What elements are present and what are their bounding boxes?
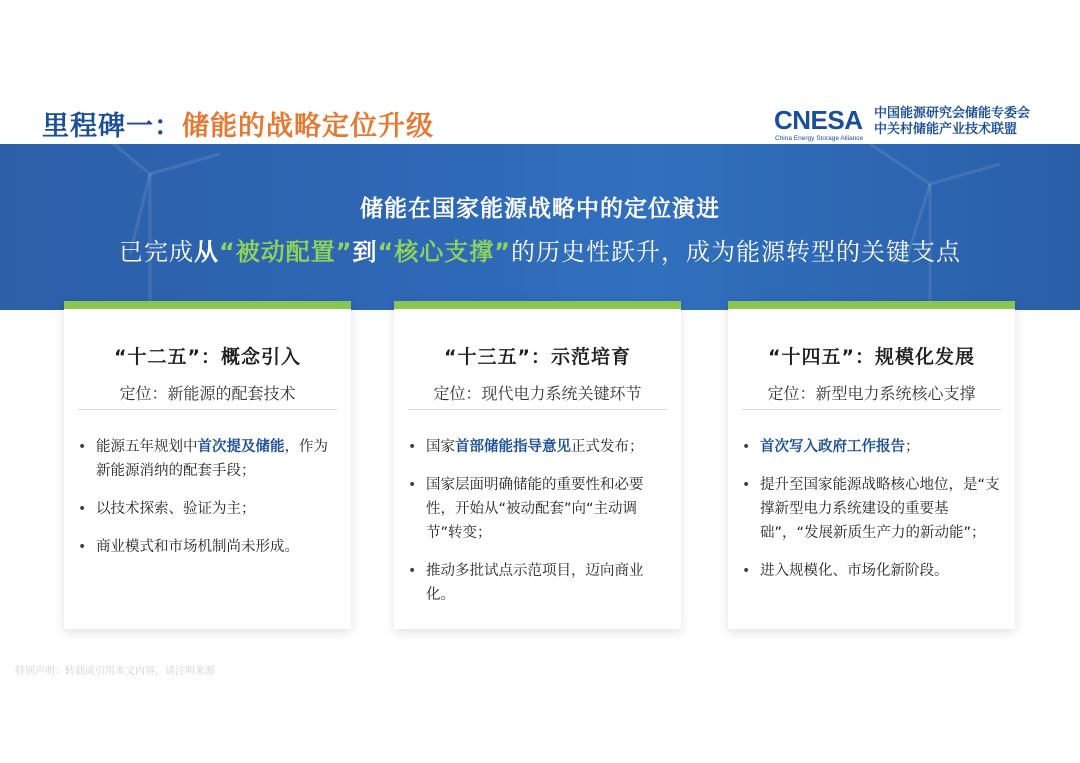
list-item: • 国家层面明确储能的重要性和必要性，开始从“被动配套”向“主动调节”转变； (404, 473, 671, 545)
banner-headline: 储能在国家能源战略中的定位演进 (360, 196, 720, 222)
card-title: “十三五”：示范培育 (444, 346, 631, 368)
footnote: 特别声明：转载或引用本文内容，请注明来源 (15, 666, 215, 677)
card-title: “十二五”：概念引入 (114, 346, 301, 368)
card-subtitle: 定位：新型电力系统核心支撑 (767, 384, 976, 403)
list-item: • 以技术探索、验证为主； (74, 497, 341, 521)
card-divider (78, 409, 337, 410)
title-prefix: 里程碑一： (42, 111, 182, 142)
card-subtitle: 定位：现代电力系统关键环节 (433, 384, 642, 403)
logo-cn-names: 中国能源研究会储能专委会 中关村储能产业技术联盟 (874, 106, 1031, 137)
card-12th-plan (64, 301, 351, 629)
banner-subline: 已完成从“被动配置”到“核心支撑”的历史性跃升，成为能源转型的关键支点 (118, 238, 962, 266)
card-subtitle: 定位：新能源的配套技术 (119, 384, 296, 403)
card-list (74, 435, 341, 573)
hero-banner (0, 144, 1080, 310)
list-item: • 进入规模化、市场化新阶段。 (738, 559, 1005, 583)
logo-wordmark: CNESA (774, 105, 863, 135)
list-item: • 推动多批试点示范项目，迈向商业化。 (404, 559, 671, 607)
card-title: “十四五”：规模化发展 (768, 346, 975, 368)
list-item: • 首次写入政府工作报告； (738, 435, 1005, 459)
list-item: • 国家首部储能指导意见正式发布； (404, 435, 671, 459)
card-list (738, 435, 1005, 597)
card-13th-plan (394, 301, 681, 629)
card-14th-plan (728, 301, 1015, 629)
cnesa-logo (774, 103, 1064, 143)
card-divider (408, 409, 667, 410)
logo-subtitle: China Energy Storage Alliance (775, 135, 864, 142)
slide-title (42, 104, 434, 143)
title-main: 储能的战略定位升级 (182, 111, 434, 142)
wind-turbine-background (0, 144, 1080, 310)
card-list (404, 435, 671, 621)
list-item: • 能源五年规划中首次提及储能，作为新能源消纳的配套手段； (74, 435, 341, 483)
list-item: • 提升至国家能源战略核心地位，是“支撑新型电力系统建设的重要基础”，“发展新质生产力的新动能”； (738, 473, 1005, 545)
card-divider (742, 409, 1001, 410)
list-item: • 商业模式和市场机制尚未形成。 (74, 535, 341, 559)
